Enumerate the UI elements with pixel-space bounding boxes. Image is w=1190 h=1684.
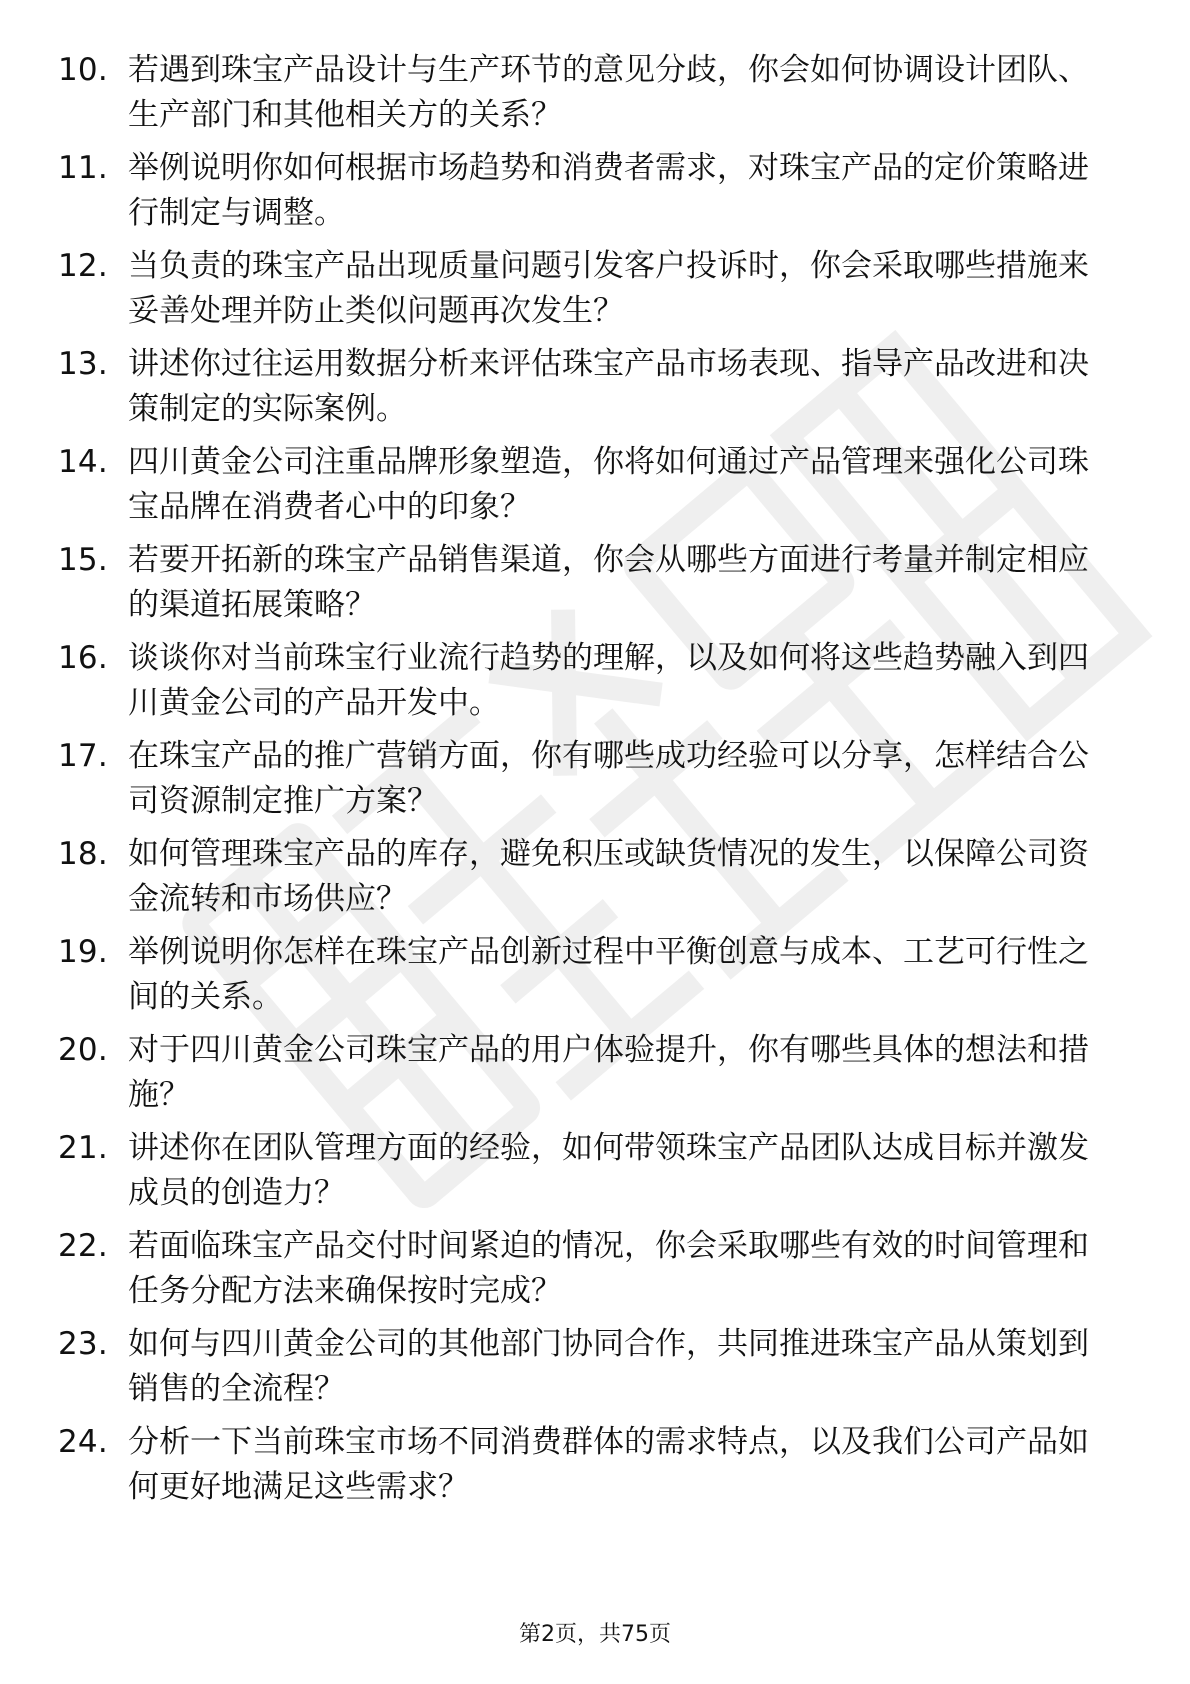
question-text: 若面临珠宝产品交付时间紧迫的情况，你会采取哪些有效的时间管理和任务分配方法来确保按时完成？ — [128, 1228, 1089, 1309]
question-text: 对于四川黄金公司珠宝产品的用户体验提升，你有哪些具体的想法和措施？ — [128, 1032, 1089, 1113]
question-number: 19. — [58, 934, 108, 970]
question-item — [0, 832, 1190, 930]
question-item — [0, 1420, 1190, 1518]
question-item — [0, 734, 1190, 832]
question-text: 如何与四川黄金公司的其他部门协同合作，共同推进珠宝产品从策划到销售的全流程？ — [128, 1326, 1089, 1407]
question-number: 14. — [58, 444, 108, 480]
question-text: 若要开拓新的珠宝产品销售渠道，你会从哪些方面进行考量并制定相应的渠道拓展策略？ — [128, 542, 1089, 623]
question-number: 23. — [58, 1326, 108, 1362]
question-item — [0, 342, 1190, 440]
question-number: 18. — [58, 836, 108, 872]
question-item — [0, 1028, 1190, 1126]
question-text: 当负责的珠宝产品出现质量问题引发客户投诉时，你会采取哪些措施来妥善处理并防止类似问题再次发生？ — [128, 248, 1089, 329]
page-footer — [0, 1620, 1190, 1650]
question-item — [0, 636, 1190, 734]
question-text: 讲述你在团队管理方面的经验，如何带领珠宝产品团队达成目标并激发成员的创造力？ — [128, 1130, 1089, 1211]
question-number: 20. — [58, 1032, 108, 1068]
question-item — [0, 1224, 1190, 1322]
page-number-label: 第2页，共75页 — [519, 1622, 671, 1647]
question-text: 举例说明你如何根据市场趋势和消费者需求，对珠宝产品的定价策略进行制定与调整。 — [128, 150, 1089, 231]
question-item — [0, 1322, 1190, 1420]
question-item — [0, 146, 1190, 244]
question-text: 举例说明你怎样在珠宝产品创新过程中平衡创意与成本、工艺可行性之间的关系。 — [128, 934, 1089, 1015]
question-item — [0, 48, 1190, 146]
question-number: 12. — [58, 248, 108, 284]
question-number: 21. — [58, 1130, 108, 1166]
question-number: 15. — [58, 542, 108, 578]
question-item — [0, 440, 1190, 538]
question-number: 17. — [58, 738, 108, 774]
question-item — [0, 1126, 1190, 1224]
question-text: 在珠宝产品的推广营销方面，你有哪些成功经验可以分享，怎样结合公司资源制定推广方案？ — [128, 738, 1089, 819]
question-text: 谈谈你对当前珠宝行业流行趋势的理解，以及如何将这些趋势融入到四川黄金公司的产品开发中。 — [128, 640, 1089, 721]
question-number: 24. — [58, 1424, 108, 1460]
question-item — [0, 930, 1190, 1028]
question-item — [0, 538, 1190, 636]
question-text: 若遇到珠宝产品设计与生产环节的意见分歧，你会如何协调设计团队、生产部门和其他相关方的关系？ — [128, 52, 1089, 133]
question-item — [0, 244, 1190, 342]
question-number: 13. — [58, 346, 108, 382]
question-list — [0, 48, 1190, 1518]
question-text: 四川黄金公司注重品牌形象塑造，你将如何通过产品管理来强化公司珠宝品牌在消费者心中的印象？ — [128, 444, 1089, 525]
question-number: 10. — [58, 52, 108, 88]
question-text: 如何管理珠宝产品的库存，避免积压或缺货情况的发生，以保障公司资金流转和市场供应？ — [128, 836, 1089, 917]
question-text: 分析一下当前珠宝市场不同消费群体的需求特点，以及我们公司产品如何更好地满足这些需求？ — [128, 1424, 1089, 1505]
question-number: 22. — [58, 1228, 108, 1264]
question-number: 11. — [58, 150, 108, 186]
question-number: 16. — [58, 640, 108, 676]
question-text: 讲述你过往运用数据分析来评估珠宝产品市场表现、指导产品改进和决策制定的实际案例。 — [128, 346, 1089, 427]
